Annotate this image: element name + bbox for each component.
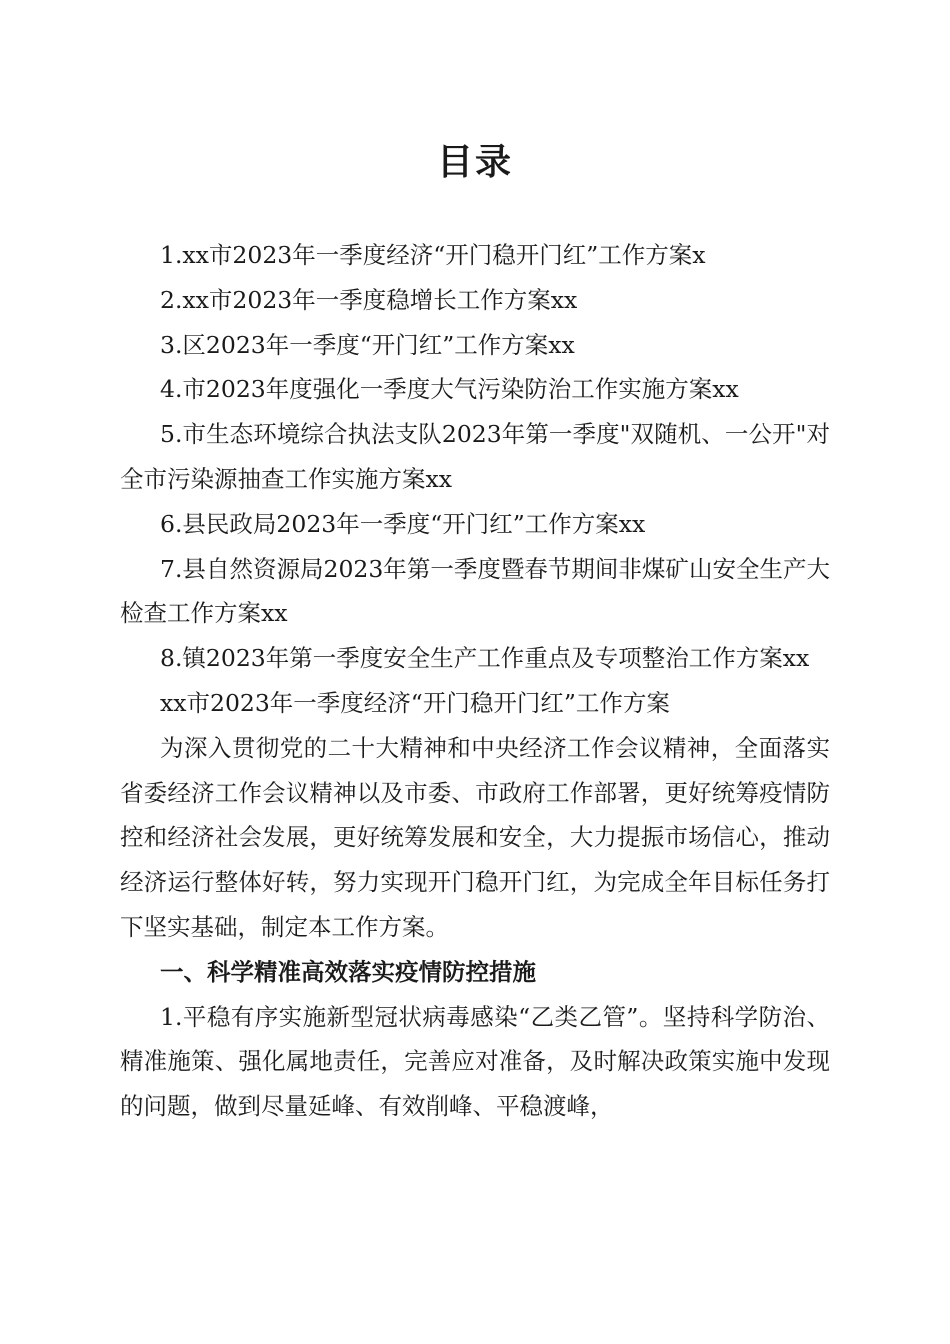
toc-item-5: 5.市生态环境综合执法支队2023年第一季度"双随机、一公开"对全市污染源抽查工作实施方案xx: [120, 420, 830, 493]
toc-item-6: 6.县民政局2023年一季度“开门红”工作方案xx: [160, 509, 646, 538]
body-paragraph: 1.平稳有序实施新型冠状病毒感染“乙类乙管”。坚持科学防治、精准施策、强化属地责任，完善应对准备，及时解决政策实施中发现的问题，做到尽量延峰、有效削峰、平稳渡峰，: [120, 1002, 830, 1121]
toc-item-8: 8.镇2023年第一季度安全生产工作重点及专项整治工作方案xx: [160, 644, 810, 673]
toc-item-2: 2.xx市2023年一季度稳增长工作方案xx: [160, 285, 578, 314]
section-title: xx市2023年一季度经济“开门稳开门红”工作方案: [160, 688, 670, 717]
document-title: 目录: [436, 142, 513, 183]
section-heading: 一、科学精准高效落实疫情防控措施: [160, 957, 536, 986]
intro-paragraph: 为深入贯彻党的二十大精神和中央经济工作会议精神，全面落实省委经济工作会议精神以及市委、市政府工作部署，更好统筹疫情防控和经济社会发展，更好统筹发展和安全，大力提振市场信心，推动经济运行整体好转，努力实现开门稳开门红，为完成全年目标任务打下坚实基础，制定本工作方案。: [120, 733, 830, 941]
toc-item-1: 1.xx市2023年一季度经济“开门稳开门红”工作方案x: [160, 241, 706, 269]
toc-item-4: 4.市2023年度强化一季度大气污染防治工作实施方案xx: [160, 375, 739, 404]
toc-item-7: 7.县自然资源局2023年第一季度暨春节期间非煤矿山安全生产大检查工作方案xx: [120, 554, 830, 628]
document-body: [120, 233, 830, 1129]
toc-item-3: 3.区2023年一季度“开门红”工作方案xx: [160, 330, 575, 359]
